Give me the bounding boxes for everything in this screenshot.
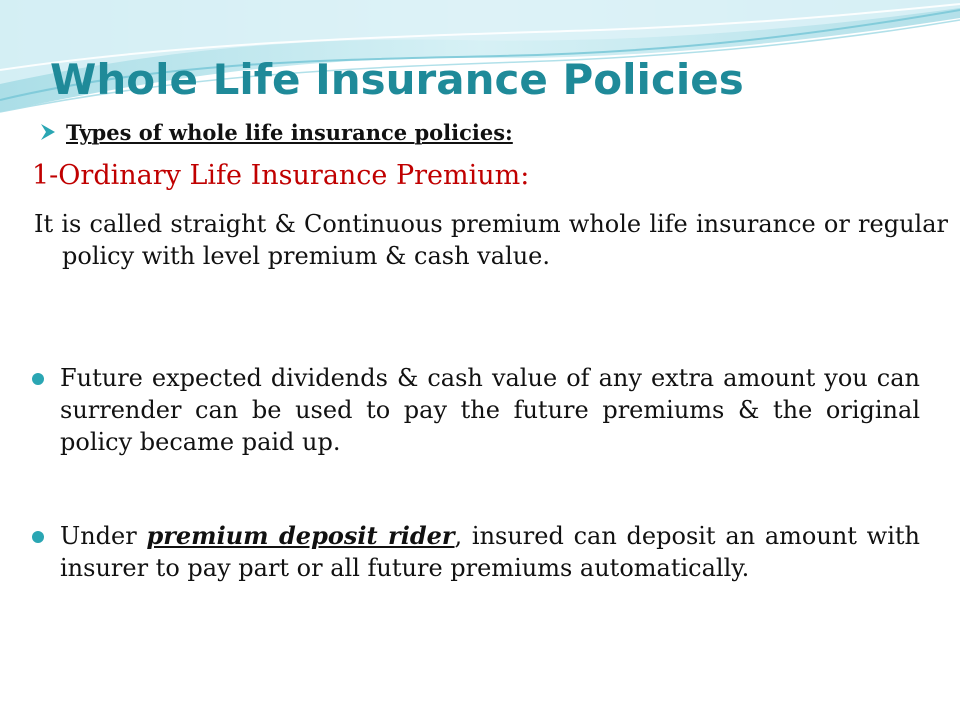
slide-title: Whole Life Insurance Policies [50, 55, 744, 104]
paragraph-definition: It is called straight & Continuous premium whole life insurance or regular policy with level premium & cash value. [34, 210, 948, 270]
bullet-text-before: Under [60, 522, 147, 550]
bullet-text-after: , insured can deposit an amount with insurer to pay part or all future premiums automatically. [60, 522, 920, 582]
bullet-text [60, 520, 920, 584]
dot-icon [32, 531, 44, 543]
arrow-icon [38, 122, 58, 142]
bullet-item-deposit-rider [32, 520, 920, 584]
subheading [38, 116, 513, 148]
subheading-label: Types of whole life insurance policies: [66, 119, 513, 145]
bullet-text: Future expected dividends & cash value of any extra amount you can surrender can be used to pay the future premiums & the original policy became paid up. [60, 364, 920, 456]
bullet-item-dividends [32, 362, 920, 458]
section-heading: 1-Ordinary Life Insurance Premium: [32, 160, 530, 191]
dot-icon [32, 373, 44, 385]
emphasis-term: premium deposit rider [146, 521, 455, 550]
